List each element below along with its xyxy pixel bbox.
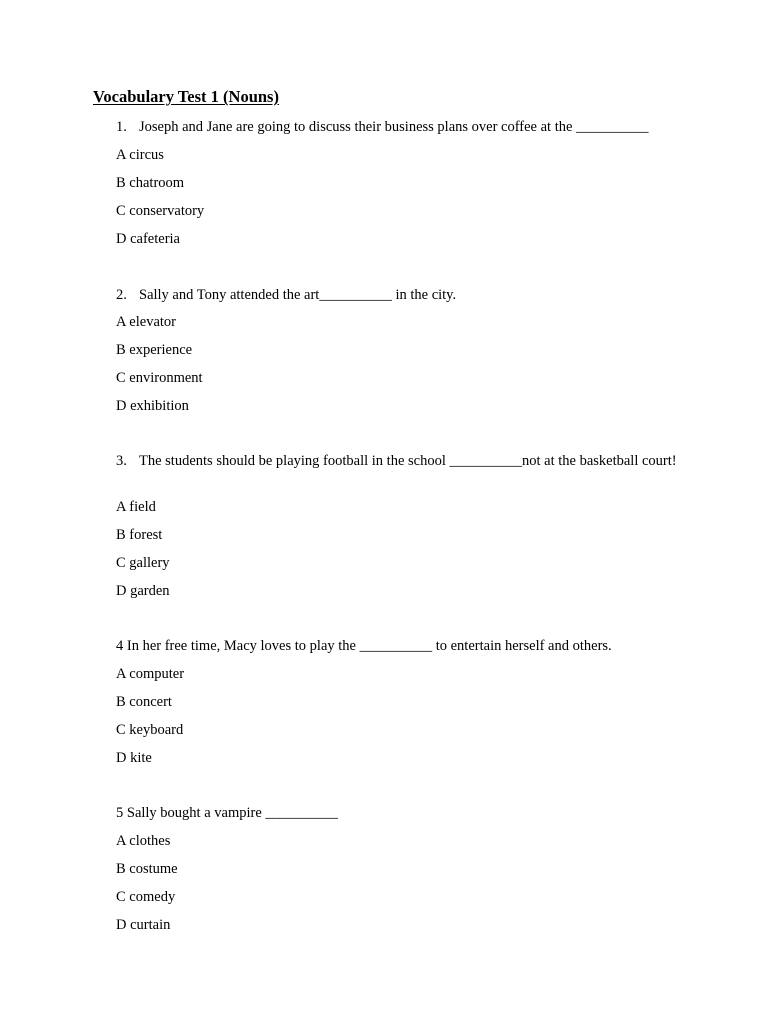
question-4-option-d: D kite [116,750,152,766]
question-2-option-b: B experience [116,342,193,358]
question-5-text: 5 Sally bought a vampire __________ [116,805,338,821]
question-4-option-c: C keyboard [116,722,184,738]
question-4-option-a: A computer [116,666,185,682]
page-title: Vocabulary Test 1 (Nouns) [93,87,279,106]
question-4-option-b: B concert [116,694,172,710]
question-2-option-c: C environment [116,370,203,386]
question-1-option-a: A circus [116,147,164,163]
question-3-option-c: C gallery [116,555,170,571]
question-5-option-a: A clothes [116,833,171,849]
question-3-option-a: A field [116,499,156,515]
question-5-option-c: C comedy [116,889,176,905]
question-2-option-a: A elevator [116,314,176,330]
question-2-option-d: D exhibition [116,398,189,414]
question-1-text: Joseph and Jane are going to discuss their business plans over coffee at the __________ [139,119,649,135]
question-2-text: Sally and Tony attended the art__________ in the city. [139,287,457,303]
question-1-option-c: C conservatory [116,203,205,219]
question-3-number: 3. [116,453,127,469]
question-1-number: 1. [116,119,127,135]
question-2-number: 2. [116,287,127,303]
question-1-option-b: B chatroom [116,175,185,191]
question-3-text: The students should be playing football in the school __________not at the basketball court! [139,453,677,469]
question-5-option-b: B costume [116,861,178,877]
question-3-option-b: B forest [116,527,163,543]
question-4-text: 4 In her free time, Macy loves to play the __________ to entertain herself and others. [116,638,612,654]
question-3-option-d: D garden [116,583,170,599]
question-5-option-d: D curtain [116,917,171,933]
question-1-option-d: D cafeteria [116,231,180,247]
